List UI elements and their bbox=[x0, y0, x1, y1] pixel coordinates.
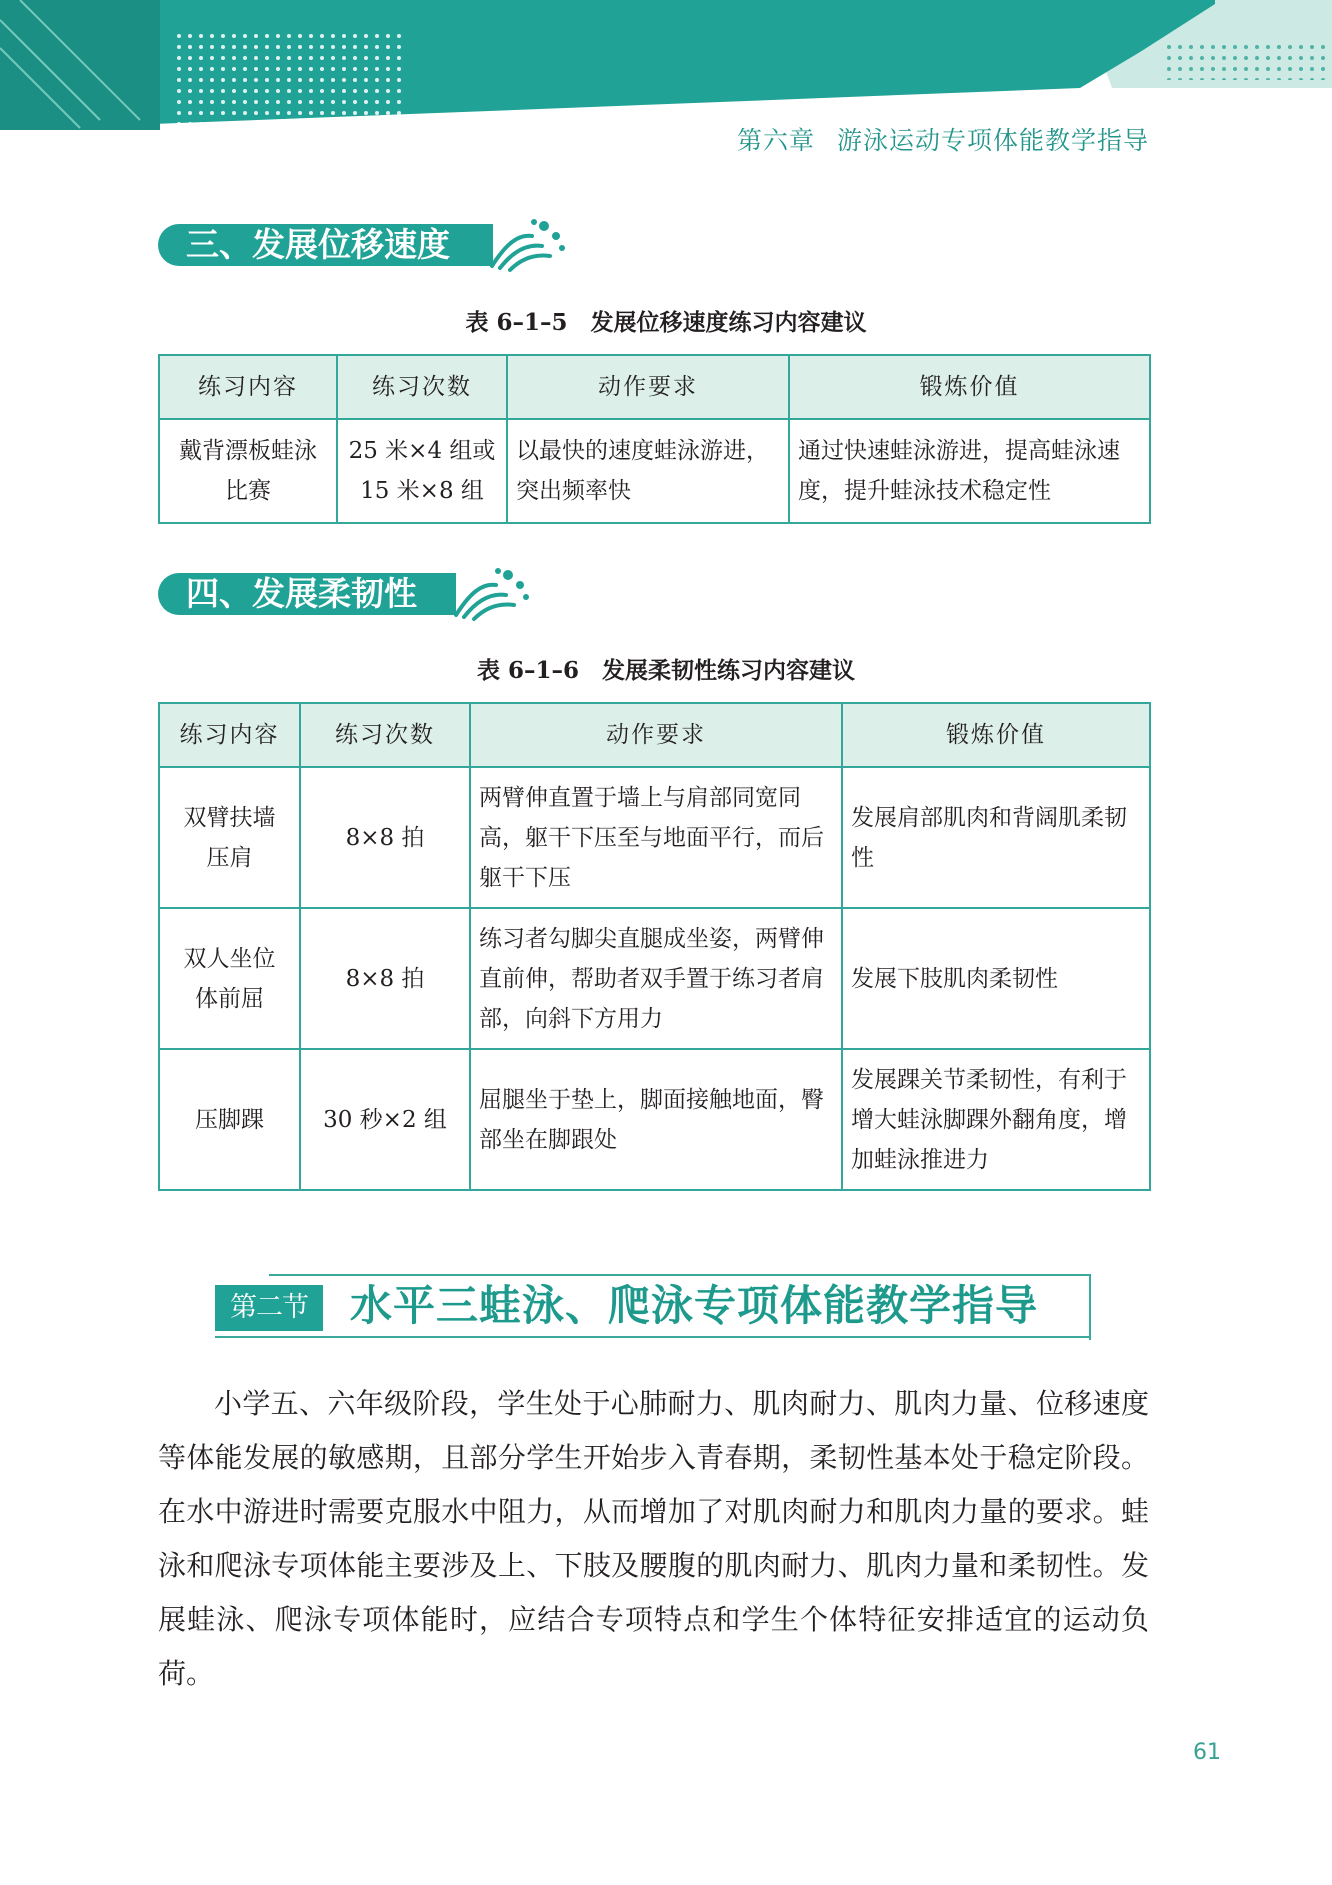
table-cell: 练习者勾脚尖直腿成坐姿，两臂伸直前伸，帮助者双手置于练习者肩部，向斜下方用力 bbox=[470, 908, 842, 1049]
page-number: 61 bbox=[1193, 1740, 1221, 1765]
column-header: 练习内容 bbox=[159, 355, 337, 419]
table-caption-speed: 表 6–1–5 发展位移速度练习内容建议 bbox=[465, 309, 867, 336]
speed-table bbox=[158, 354, 1151, 524]
section-heading-flexibility bbox=[158, 573, 456, 615]
column-header: 练习次数 bbox=[300, 703, 470, 767]
table-row bbox=[159, 1049, 1150, 1190]
section-heading-speed bbox=[158, 224, 493, 266]
wave-icon bbox=[488, 214, 568, 274]
chapter-label: 第六章 bbox=[736, 126, 815, 155]
flexibility-table bbox=[158, 702, 1151, 1191]
table-cell: 8×8 拍 bbox=[300, 908, 470, 1049]
column-header: 动作要求 bbox=[507, 355, 789, 419]
section-heading-flexibility-text: 四、发展柔韧性 bbox=[186, 574, 417, 613]
section-title-block bbox=[215, 1274, 1093, 1340]
table-cell: 屈腿坐于垫上，脚面接触地面，臀部坐在脚跟处 bbox=[470, 1049, 842, 1190]
column-header: 锻炼价值 bbox=[789, 355, 1150, 419]
table-cell: 发展下肢肌肉柔韧性 bbox=[842, 908, 1150, 1049]
table-row bbox=[159, 908, 1150, 1049]
table-cell bbox=[159, 908, 300, 1049]
table-cell: 25 米×4 组或15 米×8 组 bbox=[337, 419, 507, 523]
table-cell: 压脚踝 bbox=[159, 1049, 300, 1190]
table-cell: 发展踝关节柔韧性，有利于增大蛙泳脚踝外翻角度，增加蛙泳推进力 bbox=[842, 1049, 1150, 1190]
table-caption-flexibility: 表 6–1–6 发展柔韧性练习内容建议 bbox=[476, 657, 856, 684]
body-paragraph: 小学五、六年级阶段，学生处于心肺耐力、肌肉耐力、肌肉力量、位移速度等体能发展的敏感期，且部分学生开始步入青春期，柔韧性基本处于稳定阶段。在水中游进时需要克服水中阻力，从而增加了对肌肉耐力和肌肉力量的要求。蛙泳和爬泳专项体能主要涉及上、下肢及腰腹的肌肉耐力、肌肉力量和柔韧性。发展蛙泳、爬泳专项体能时，应结合专项特点和学生个体特征安排适宜的运动负荷。 bbox=[158, 1387, 1149, 1690]
header-banner bbox=[0, 0, 1332, 130]
column-header: 锻炼价值 bbox=[842, 703, 1150, 767]
table-row bbox=[159, 767, 1150, 908]
table-cell: 发展肩部肌肉和背阔肌柔韧性 bbox=[842, 767, 1150, 908]
table-cell: 以最快的速度蛙泳游进，突出频率快 bbox=[507, 419, 789, 523]
section-title: 水平三蛙泳、爬泳专项体能教学指导 bbox=[350, 1281, 1039, 1330]
section-title-underline bbox=[215, 1336, 1089, 1338]
column-header: 练习次数 bbox=[337, 355, 507, 419]
column-header: 动作要求 bbox=[470, 703, 842, 767]
cell-text: 双臂扶墙压肩 bbox=[183, 804, 276, 871]
table-cell bbox=[159, 767, 300, 908]
table-cell: 两臂伸直置于墙上与肩部同宽同高，躯干下压至与地面平行，而后躯干下压 bbox=[470, 767, 842, 908]
wave-icon bbox=[452, 563, 532, 623]
table-header-row bbox=[159, 355, 1150, 419]
cell-text: 双人坐位体前屈 bbox=[183, 945, 276, 1012]
section-number-label: 第二节 bbox=[215, 1285, 323, 1331]
column-header: 练习内容 bbox=[159, 703, 300, 767]
chapter-title bbox=[737, 121, 1149, 157]
table-row bbox=[159, 419, 1150, 523]
chapter-name: 游泳运动专项体能教学指导 bbox=[836, 126, 1149, 155]
table-cell: 戴背漂板蛙泳比赛 bbox=[159, 419, 337, 523]
section-heading-speed-text: 三、发展位移速度 bbox=[186, 225, 450, 264]
table-cell: 8×8 拍 bbox=[300, 767, 470, 908]
table-cell: 通过快速蛙泳游进，提高蛙泳速度，提升蛙泳技术稳定性 bbox=[789, 419, 1150, 523]
table-header-row bbox=[159, 703, 1150, 767]
table-cell: 30 秒×2 组 bbox=[300, 1049, 470, 1190]
